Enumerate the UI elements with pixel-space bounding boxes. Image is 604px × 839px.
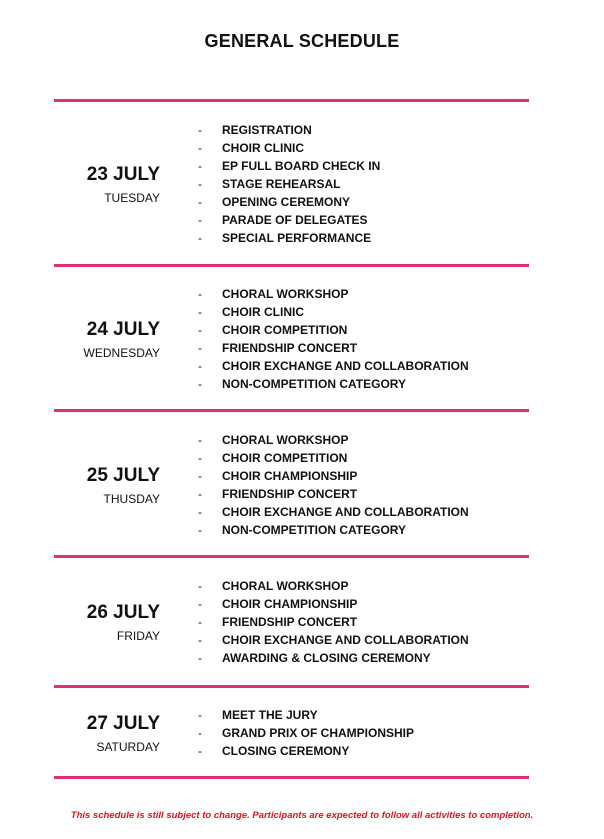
bullet-dash: - — [198, 359, 202, 373]
day-date: 24 JULY — [86, 319, 160, 340]
list-item — [196, 742, 414, 760]
list-item — [196, 157, 380, 175]
activity-label: CHOIR CHAMPIONSHIP — [222, 597, 358, 611]
activity-label: CHOIR COMPETITION — [222, 323, 348, 337]
list-item — [196, 724, 414, 742]
list-item — [196, 577, 469, 595]
bullet-dash: - — [198, 505, 202, 519]
list-item — [196, 211, 380, 229]
activity-label: STAGE REHEARSAL — [222, 177, 341, 191]
activity-label: CHOIR EXCHANGE AND COLLABORATION — [222, 505, 469, 519]
list-item — [196, 503, 469, 521]
bullet-dash: - — [198, 377, 202, 391]
activity-label: CHOIR COMPETITION — [222, 451, 348, 465]
page-title: GENERAL SCHEDULE — [204, 31, 400, 51]
list-item — [196, 613, 469, 631]
activity-label: AWARDING & CLOSING CEREMONY — [222, 651, 431, 665]
activity-label: GRAND PRIX OF CHAMPIONSHIP — [222, 726, 415, 740]
bullet-dash: - — [198, 177, 202, 191]
bullet-dash: - — [198, 287, 202, 301]
list-item — [196, 285, 469, 303]
list-item — [196, 303, 469, 321]
list-item — [196, 467, 469, 485]
activity-label: CHOIR EXCHANGE AND COLLABORATION — [222, 359, 469, 373]
activity-label: CHORAL WORKSHOP — [222, 579, 349, 593]
bullet-dash: - — [198, 341, 202, 355]
activity-label: NON-COMPETITION CATEGORY — [222, 523, 406, 537]
day-activities — [196, 706, 414, 760]
activity-label: CHORAL WORKSHOP — [222, 433, 349, 447]
day-activities — [196, 121, 380, 247]
list-item — [196, 449, 469, 467]
activity-label: MEET THE JURY — [222, 708, 318, 722]
day-weekday: WEDNESDAY — [83, 346, 160, 360]
list-item — [196, 357, 469, 375]
bullet-dash: - — [198, 159, 202, 173]
list-item — [196, 595, 469, 613]
bullet-dash: - — [198, 141, 202, 155]
day-activities — [196, 577, 469, 667]
bullet-dash: - — [198, 708, 202, 722]
day-date: 26 JULY — [86, 602, 160, 623]
list-item — [196, 706, 414, 724]
bullet-dash: - — [198, 305, 202, 319]
activity-label: CHOIR CLINIC — [222, 305, 304, 319]
list-item — [196, 485, 469, 503]
list-item — [196, 321, 469, 339]
list-item — [196, 649, 469, 667]
day-date: 25 JULY — [86, 465, 160, 486]
divider — [54, 264, 529, 267]
activity-label: FRIENDSHIP CONCERT — [222, 487, 358, 501]
list-item — [196, 229, 380, 247]
list-item — [196, 521, 469, 539]
activity-label: CHORAL WORKSHOP — [222, 287, 349, 301]
divider — [54, 685, 529, 688]
activity-label: CHOIR CHAMPIONSHIP — [222, 469, 358, 483]
activity-label: FRIENDSHIP CONCERT — [222, 341, 358, 355]
activity-label: CHOIR EXCHANGE AND COLLABORATION — [222, 633, 469, 647]
bullet-dash: - — [198, 597, 202, 611]
bullet-dash: - — [198, 213, 202, 227]
divider-bottom — [54, 776, 529, 779]
bullet-dash: - — [198, 633, 202, 647]
activity-label: REGISTRATION — [222, 123, 312, 137]
bullet-dash: - — [198, 323, 202, 337]
bullet-dash: - — [198, 487, 202, 501]
list-item — [196, 193, 380, 211]
bullet-dash: - — [198, 726, 202, 740]
activity-label: SPECIAL PERFORMANCE — [222, 231, 372, 245]
day-weekday: TUESDAY — [104, 191, 160, 205]
activity-label: PARADE OF DELEGATES — [222, 213, 368, 227]
activity-label: OPENING CEREMONY — [222, 195, 351, 209]
activity-label: CHOIR CLINIC — [222, 141, 304, 155]
bullet-dash: - — [198, 651, 202, 665]
bullet-dash: - — [198, 469, 202, 483]
activity-label: NON-COMPETITION CATEGORY — [222, 377, 406, 391]
activity-label: FRIENDSHIP CONCERT — [222, 615, 358, 629]
day-date: 27 JULY — [86, 713, 160, 734]
list-item — [196, 631, 469, 649]
day-weekday: SATURDAY — [96, 740, 160, 754]
bullet-dash: - — [198, 231, 202, 245]
bullet-dash: - — [198, 451, 202, 465]
day-activities — [196, 431, 469, 539]
list-item — [196, 139, 380, 157]
list-item — [196, 431, 469, 449]
bullet-dash: - — [198, 123, 202, 137]
bullet-dash: - — [198, 433, 202, 447]
divider-top — [54, 99, 529, 102]
list-item — [196, 175, 380, 193]
bullet-dash: - — [198, 615, 202, 629]
day-weekday: THUSDAY — [103, 492, 160, 506]
bullet-dash: - — [198, 523, 202, 537]
list-item — [196, 339, 469, 357]
activity-label: CLOSING CEREMONY — [222, 744, 350, 758]
divider — [54, 555, 529, 558]
divider — [54, 409, 529, 412]
activity-label: EP FULL BOARD CHECK IN — [222, 159, 381, 173]
day-activities — [196, 285, 469, 393]
list-item — [196, 375, 469, 393]
footnote: This schedule is still subject to change. Participants are expected to follow all activities to completion. — [70, 810, 534, 821]
bullet-dash: - — [198, 579, 202, 593]
list-item — [196, 121, 380, 139]
day-weekday: FRIDAY — [116, 629, 160, 643]
day-date: 23 JULY — [86, 164, 160, 185]
bullet-dash: - — [198, 195, 202, 209]
bullet-dash: - — [198, 744, 202, 758]
